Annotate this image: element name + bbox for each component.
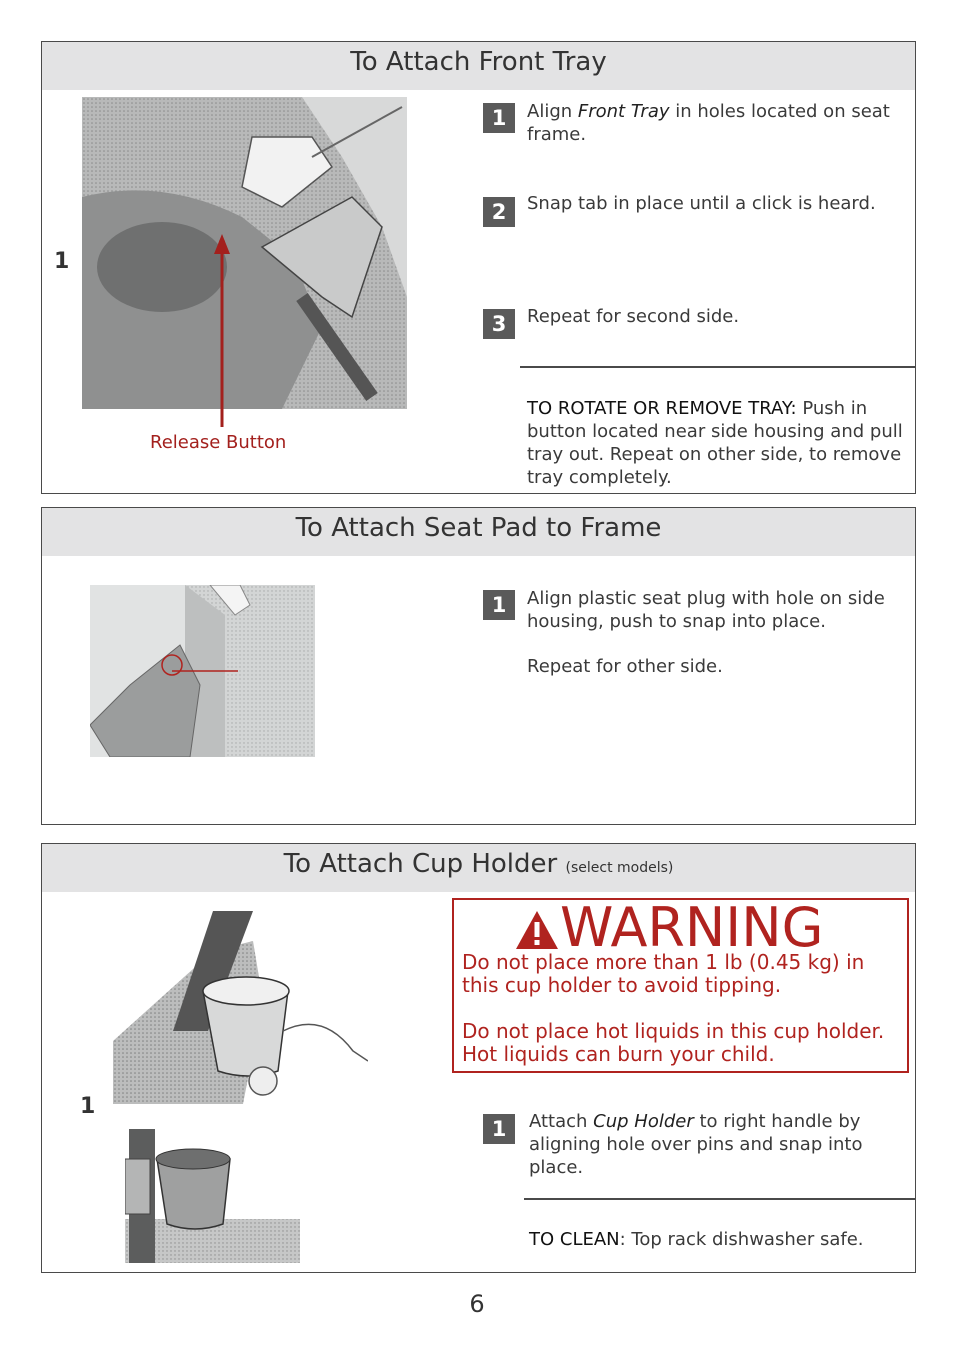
step-text: Attach Cup Holder to right handle by aligning hole over pins and snap into place. — [529, 1111, 863, 1178]
section-title: To Attach Cup Holder (select models) — [42, 844, 915, 892]
rotate-remove-note: TO ROTATE OR REMOVE TRAY: Push in button located near side housing and pull tray out. Repeat on other side, to remove tray completely. — [527, 398, 903, 488]
step-badge: 1 — [483, 1114, 515, 1144]
step-text: Repeat for second side. — [527, 306, 740, 327]
warning-triangle-icon — [514, 909, 560, 951]
warning-box — [452, 898, 909, 1073]
section-title: To Attach Seat Pad to Frame — [42, 508, 915, 556]
step-badge: 3 — [483, 309, 515, 339]
divider — [520, 366, 916, 368]
warning-title: WARNING — [560, 896, 824, 959]
seat-pad-illustration — [90, 585, 315, 757]
release-button-label: Release Button — [150, 432, 287, 453]
step-badge: 2 — [483, 197, 515, 227]
divider — [524, 1198, 916, 1200]
step-text: Align plastic seat plug with hole on side housing, push to snap into place. — [527, 588, 885, 632]
warning-line-1: Do not place more than 1 lb (0.45 kg) in this cup holder to avoid tipping. — [462, 950, 865, 997]
step-text: Align Front Tray in holes located on seat frame. — [527, 101, 890, 145]
section-title: To Attach Front Tray — [42, 42, 915, 90]
step-text: Snap tab in place until a click is heard. — [527, 193, 876, 214]
page-number: 6 — [469, 1290, 485, 1318]
step-badge: 1 — [483, 103, 515, 133]
repeat-text: Repeat for other side. — [527, 656, 723, 677]
warning-line-2: Do not place hot liquids in this cup holder. Hot liquids can burn your child. — [462, 1019, 885, 1066]
clean-note: TO CLEAN: Top rack dishwasher safe. — [529, 1229, 864, 1250]
figure-number: 1 — [54, 249, 70, 274]
cup-holder-illustration-top — [113, 911, 368, 1104]
release-arrow-icon — [212, 232, 232, 432]
figure-number: 1 — [80, 1094, 96, 1119]
front-tray-illustration — [82, 97, 407, 409]
section-front-tray — [41, 41, 916, 494]
step-badge: 1 — [483, 590, 515, 620]
cup-holder-illustration-bottom — [125, 1129, 300, 1263]
section-seat-pad — [41, 507, 916, 825]
